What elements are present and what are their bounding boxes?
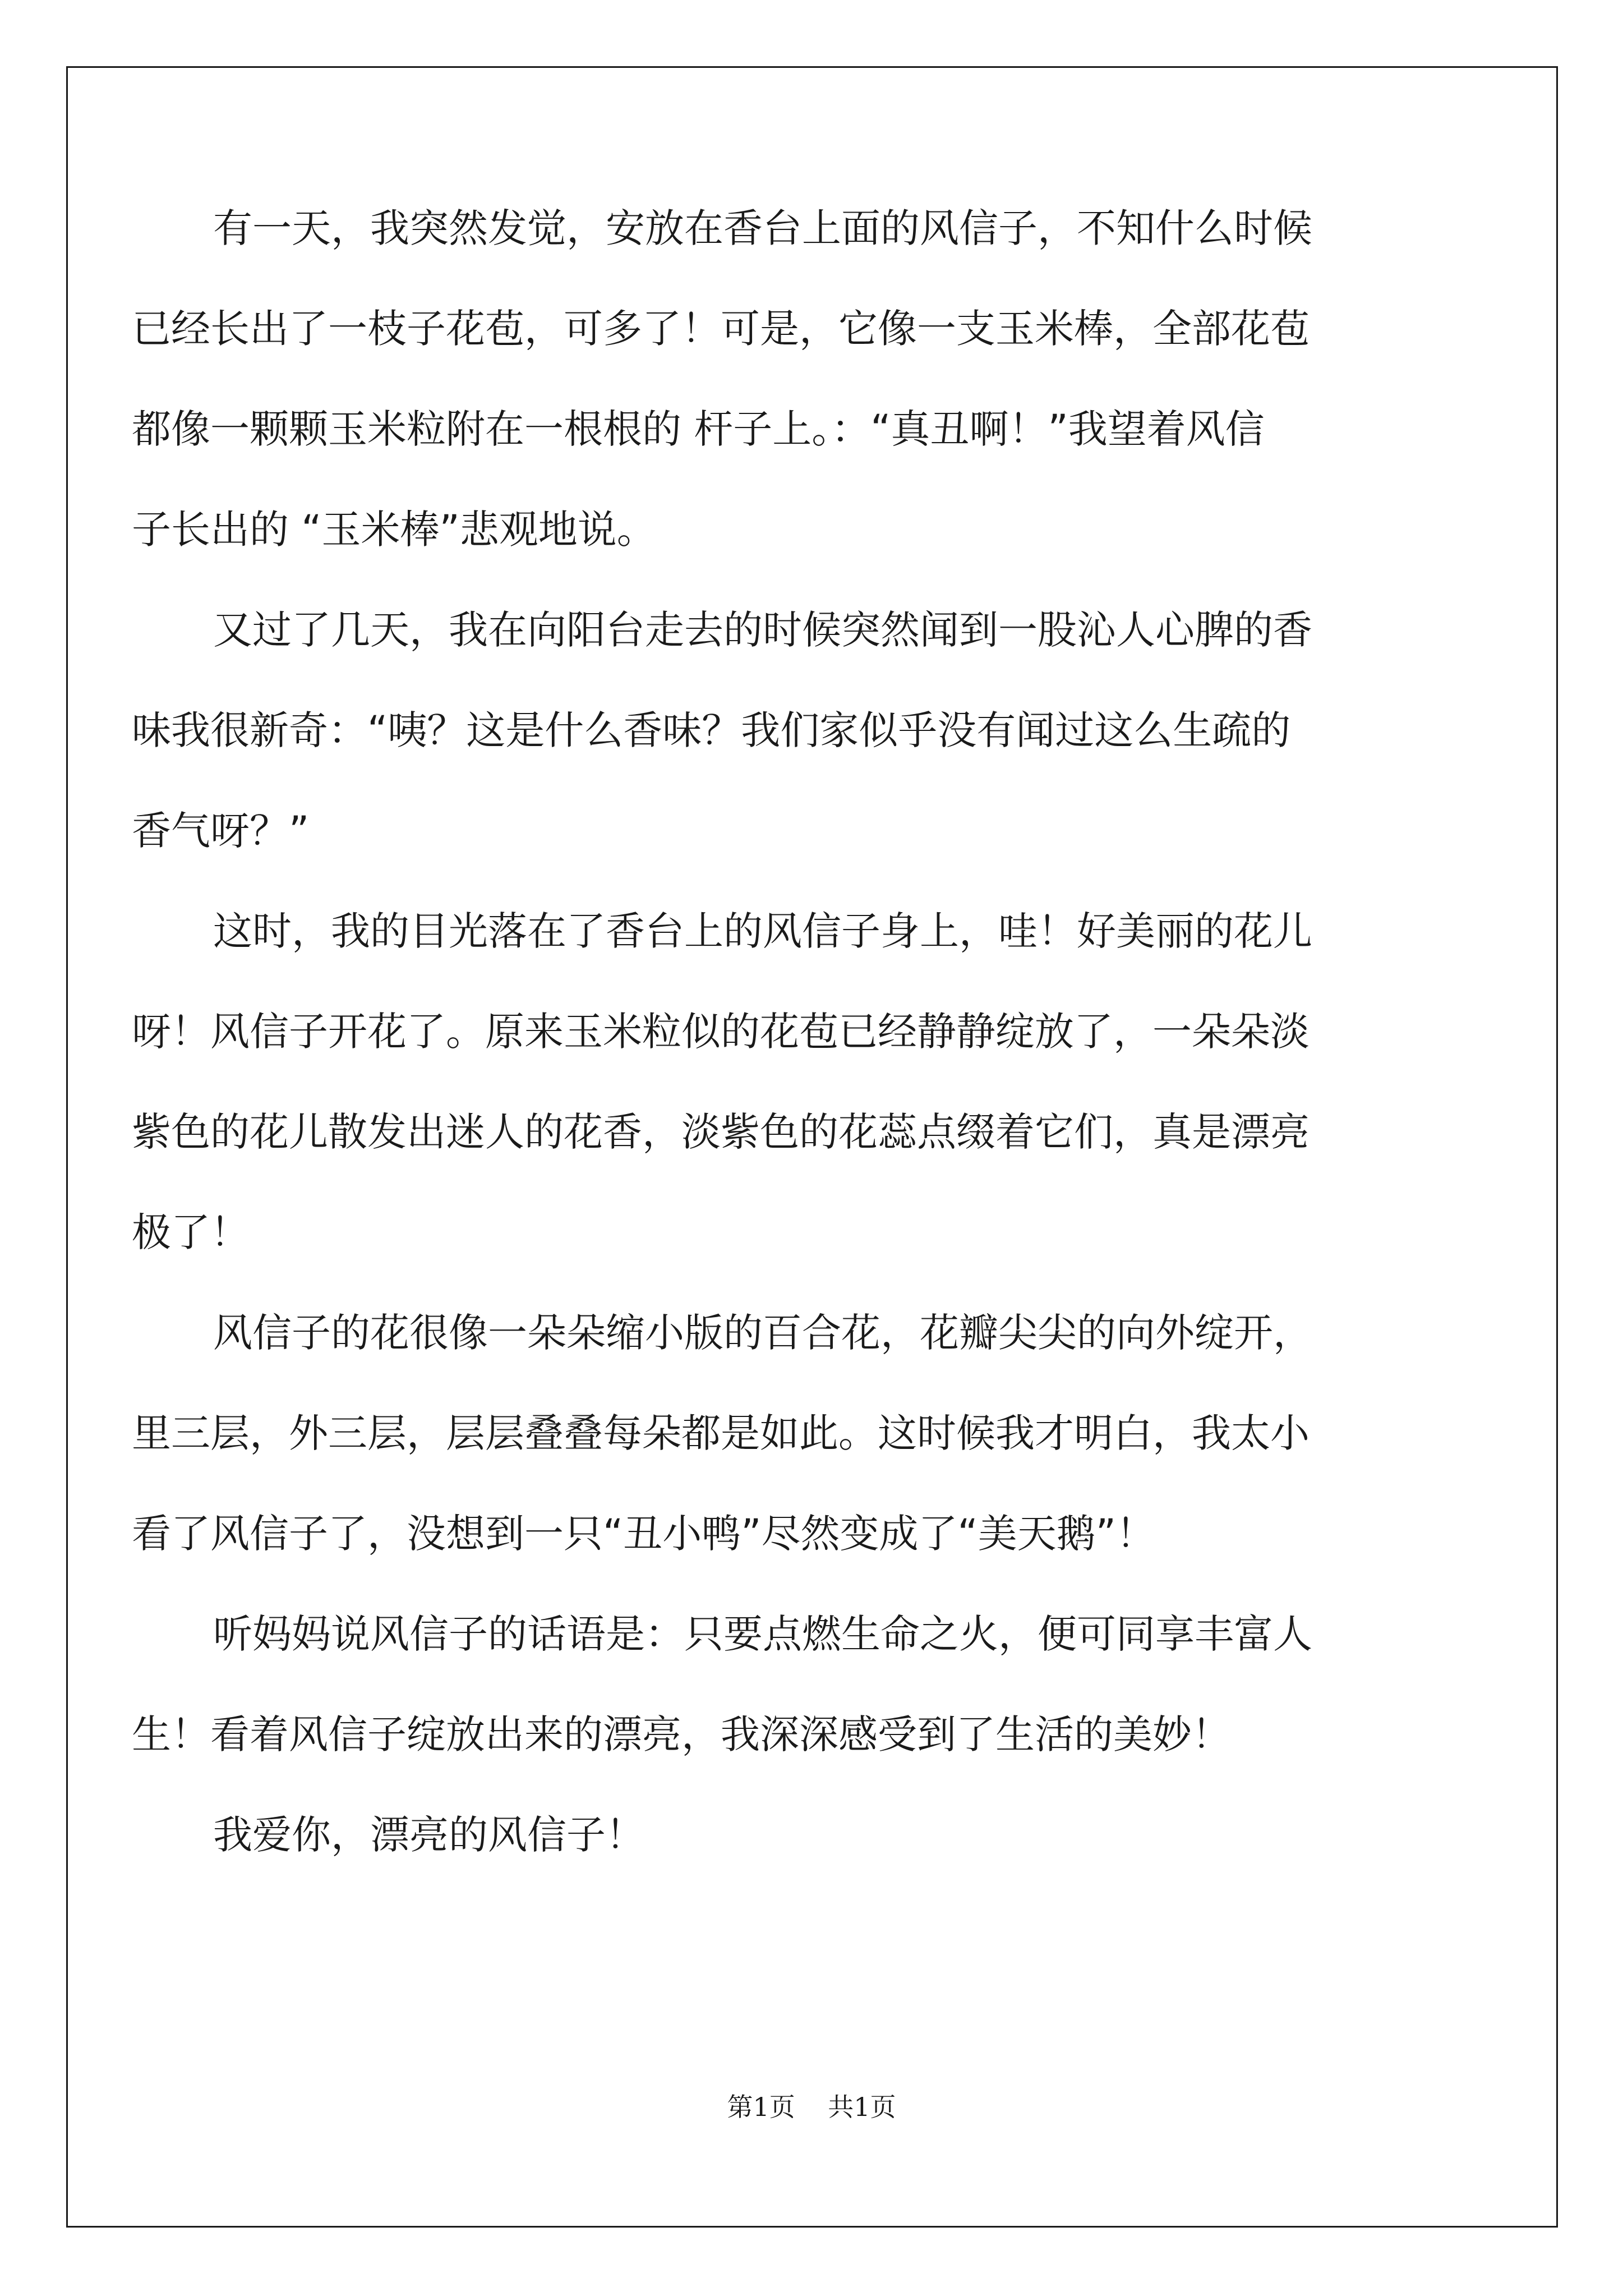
paragraph-line: 都像一颗颗玉米粒附在一根根的 杆子上。：“真丑啊！”我望着风信 xyxy=(132,406,1265,452)
page-number: 第1页 xyxy=(727,2092,795,2122)
paragraph-line: 味我很新奇：“咦？这是什么香味？我们家似乎没有闻过这么生疏的 xyxy=(132,707,1291,753)
total-pages: 共1页 xyxy=(828,2092,896,2122)
paragraph-3 xyxy=(132,881,1495,1283)
paragraph-line: 我爱你，漂亮的风信子！ xyxy=(213,1812,645,1858)
page-footer xyxy=(0,2087,1623,2124)
paragraph-line: 看了风信子了，没想到一只“丑小鸭”尽然变成了“美天鹅”！ xyxy=(132,1511,1156,1557)
paragraph-line: 这时，我的目光落在了香台上的风信子身上，哇！好美丽的花儿 xyxy=(213,908,1312,954)
paragraph-line: 紫色的花儿散发出迷人的花香，淡紫色的花蕊点缀着它们，真是漂亮 xyxy=(132,1109,1310,1155)
paragraph-line: 子长出的 “玉米棒”悲观地说。 xyxy=(132,507,656,553)
paragraph-line: 已经长出了一枝子花苞，可多了！可是，它像一支玉米棒，全部花苞 xyxy=(132,306,1310,352)
paragraph-line: 有一天，我突然发觉，安放在香台上面的风信子，不知什么时候 xyxy=(213,205,1312,251)
paragraph-line: 听妈妈说风信子的话语是：只要点燃生命之火，便可同享丰富人 xyxy=(213,1611,1312,1657)
paragraph-line: 生！看着风信子绽放出来的漂亮，我深深感受到了生活的美妙！ xyxy=(132,1711,1231,1757)
paragraph-line: 里三层，外三层，层层叠叠每朵都是如此。这时候我才明白，我太小 xyxy=(132,1410,1310,1456)
document-body xyxy=(132,178,1495,1885)
paragraph-6 xyxy=(132,1785,1495,1885)
paragraph-line: 香气呀？” xyxy=(132,808,310,854)
paragraph-1 xyxy=(132,178,1495,580)
paragraph-line: 呀！风信子开花了。原来玉米粒似的花苞已经静静绽放了，一朵朵淡 xyxy=(132,1009,1310,1055)
paragraph-line: 风信子的花很像一朵朵缩小版的百合花，花瓣尖尖的向外绽开， xyxy=(213,1310,1312,1356)
paragraph-2 xyxy=(132,580,1495,881)
paragraph-line: 又过了几天，我在向阳台走去的时候突然闻到一股沁人心脾的香 xyxy=(213,607,1312,653)
paragraph-4 xyxy=(132,1283,1495,1584)
paragraph-5 xyxy=(132,1584,1495,1785)
paragraph-line: 极了！ xyxy=(132,1209,250,1255)
